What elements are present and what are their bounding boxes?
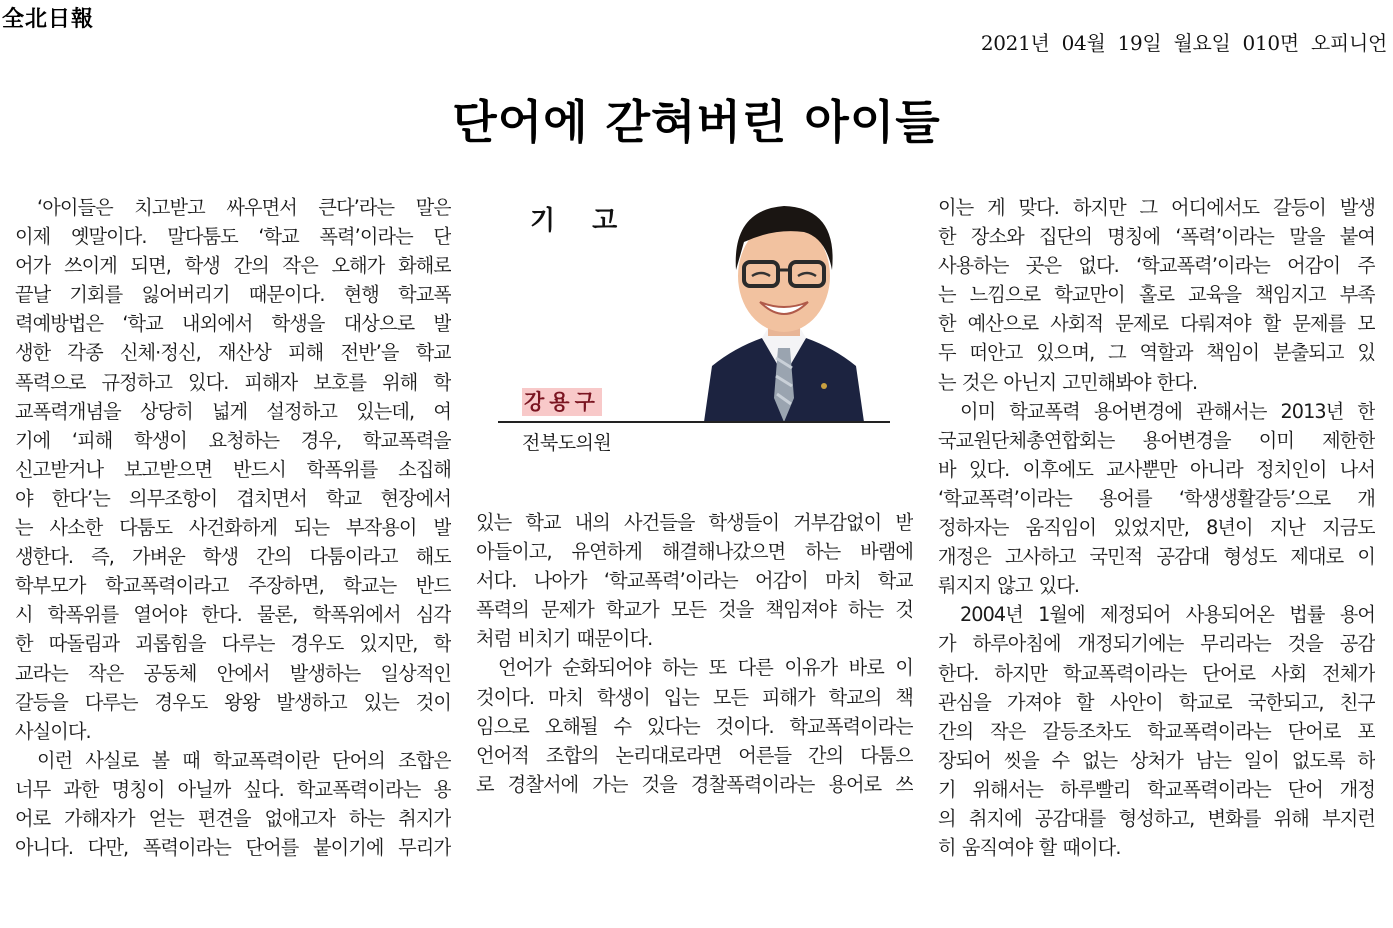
text-line: 신고받거나 보고받으면 반드시 학폭위를 소집해	[15, 457, 451, 481]
text-line: 사용하는 곳은 없다. ‘학교폭력’이라는 어감이 주	[938, 254, 1375, 278]
text-line: 가 하루아침에 개정되기에는 무리라는 것을 공감	[938, 632, 1375, 656]
text-line: 는 느낌으로 학교만이 홀로 교육을 책임지고 부족	[938, 283, 1375, 307]
text-line: 바 있다. 이후에도 교사뿐만 아니라 정치인이 나서	[938, 457, 1375, 481]
text-line: 끝날 기회를 잃어버리기 때문이다. 현행 학교폭	[15, 283, 451, 307]
text-line: 장되어 씻을 수 없는 상처가 남는 일이 없도록 하	[938, 748, 1375, 772]
text-line: 임으로 오해될 수 있다는 것이다. 학교폭력이라는	[476, 714, 913, 738]
text-line: 갈등을 다루는 경우도 왕왕 발생하고 있는 것이	[15, 690, 451, 714]
text-line: 생한다. 즉, 가벼운 학생 간의 다툼이라고 해도	[15, 545, 451, 569]
text-line: 있는 학교 내의 사건들을 학생들이 거부감없이 받	[476, 511, 913, 534]
text-line: 력예방법은 ‘학교 내외에서 학생을 대상으로 발	[15, 312, 451, 336]
text-line: 이제 옛말이다. 말다툼도 ‘학교 폭력’이라는 단	[15, 225, 451, 249]
text-line: 관심을 가져야 할 사안이 학교로 국한되고, 친구	[938, 690, 1375, 714]
text-line: 개정은 고사하고 국민적 공감대 형성도 제대로 이	[938, 545, 1375, 569]
text-line: 뤄지지 않고 있다.	[938, 574, 1080, 598]
text-line: 폭력의 문제가 학교가 모든 것을 책임져야 하는 것	[476, 598, 913, 622]
text-line: 간의 작은 갈등조차도 학교폭력이라는 단어로 포	[938, 719, 1375, 743]
text-line: 한 장소와 집단의 명칭에 ‘폭력’이라는 말을 붙여	[938, 225, 1375, 249]
author-portrait	[704, 198, 864, 422]
text-line: 것이다. 마치 학생이 입는 모든 피해가 학교의 책	[476, 685, 913, 709]
text-line: 기에 ‘피해 학생이 요청하는 경우, 학교폭력을	[15, 428, 451, 452]
article-column-3	[938, 193, 1375, 862]
text-line: 어로 가해자가 얻는 편견을 없애고자 하는 취지가	[15, 806, 451, 830]
text-line: 폭력으로 규정하고 있다. 피해자 보호를 위해 학	[15, 370, 451, 394]
text-line: 아들이고, 유연하게 해결해나갔으면 하는 바램에	[476, 540, 913, 564]
byline-box	[498, 180, 890, 460]
text-line: 한다. 하지만 학교폭력이라는 단어로 사회 전체가	[938, 661, 1375, 685]
text-line: 로 경찰서에 가는 것을 경찰폭력이라는 용어로 쓰	[476, 772, 913, 796]
article-column-1	[15, 193, 451, 862]
text-line: 국교원단체총연합회는 용어변경을 이미 제한한	[938, 428, 1375, 452]
text-line: 생한 각종 신체·정신, 재산상 피해 전반’을 학교	[15, 341, 451, 365]
text-line: 너무 과한 명칭이 아닐까 싶다. 학교폭력이라는 용	[15, 777, 451, 801]
text-line: 학부모가 학교폭력이라고 주장하면, 학교는 반드	[15, 574, 451, 598]
text-line: 히 움직여야 할 때이다.	[938, 836, 1121, 860]
text-line: 한 따돌림과 괴롭힘을 다루는 경우도 있지만, 학	[15, 632, 451, 656]
text-line: 사실이다.	[15, 719, 91, 743]
byline-divider	[498, 421, 890, 423]
article-column-2	[476, 508, 913, 799]
text-line: 는 것은 아닌지 고민해봐야 한다.	[938, 370, 1198, 394]
section-label: 기 고	[530, 206, 632, 236]
text-line: 서다. 나아가 ‘학교폭력’이라는 어감이 마치 학교	[476, 569, 913, 593]
text-line: 이는 게 맞다. 하지만 그 어디에서도 갈등이 발생	[938, 196, 1375, 219]
article-headline: 단어에 갇혀버린 아이들	[452, 95, 941, 149]
text-line: 야 한다’는 의무조항이 겹치면서 학교 현장에서	[15, 486, 451, 510]
newspaper-masthead: 全北日報	[2, 7, 95, 32]
text-line: 는 사소한 다툼도 사건화하게 되는 부작용이 발	[15, 516, 451, 540]
text-line: 처럼 비치기 때문이다.	[476, 627, 653, 651]
text-line: ‘학교폭력’이라는 용어를 ‘학생생활갈등’으로 개	[938, 486, 1375, 510]
author-title: 전북도의원	[522, 432, 612, 454]
publication-dateline: 2021년 04월 19일 월요일 010면 오피니언	[980, 31, 1387, 55]
text-line: ‘아이들은 치고받고 싸우면서 큰다’라는 말은	[37, 196, 451, 219]
text-line: 의 취지에 공감대를 형성하고, 변화를 위해 부지런	[938, 806, 1375, 830]
text-line: 아니다. 다만, 폭력이라는 단어를 붙이기에 무리가	[15, 836, 451, 860]
text-line: 교라는 작은 공동체 안에서 발생하는 일상적인	[15, 661, 451, 685]
text-line: 이미 학교폭력 용어변경에 관해서는 2013년 한	[960, 399, 1375, 423]
text-line: 2004년 1월에 제정되어 사용되어온 법률 용어	[960, 603, 1375, 627]
text-line: 언어적 조합의 논리대로라면 어른들 간의 다툼으	[476, 743, 913, 767]
text-line: 정하자는 움직임이 있었지만, 8년이 지난 지금도	[938, 516, 1375, 540]
author-name: 강용구	[524, 390, 600, 414]
text-line: 어가 쓰이게 되면, 학생 간의 작은 오해가 화해로	[15, 254, 451, 278]
text-line: 두 떠안고 있으며, 그 역할과 책임이 분출되고 있	[938, 341, 1375, 365]
text-line: 언어가 순화되어야 하는 또 다른 이유가 바로 이	[498, 656, 913, 680]
text-line: 이런 사실로 볼 때 학교폭력이란 단어의 조합은	[37, 748, 451, 772]
text-line: 교폭력개념을 상당히 넓게 설정하고 있는데, 여	[15, 399, 451, 423]
text-line: 기 위해서는 하루빨리 학교폭력이라는 단어 개정	[938, 777, 1375, 801]
text-line: 시 학폭위를 열어야 한다. 물론, 학폭위에서 심각	[15, 603, 451, 627]
text-line: 한 예산으로 사회적 문제로 다뤄져야 할 문제를 모	[938, 312, 1375, 336]
portrait-image-icon	[704, 198, 864, 422]
